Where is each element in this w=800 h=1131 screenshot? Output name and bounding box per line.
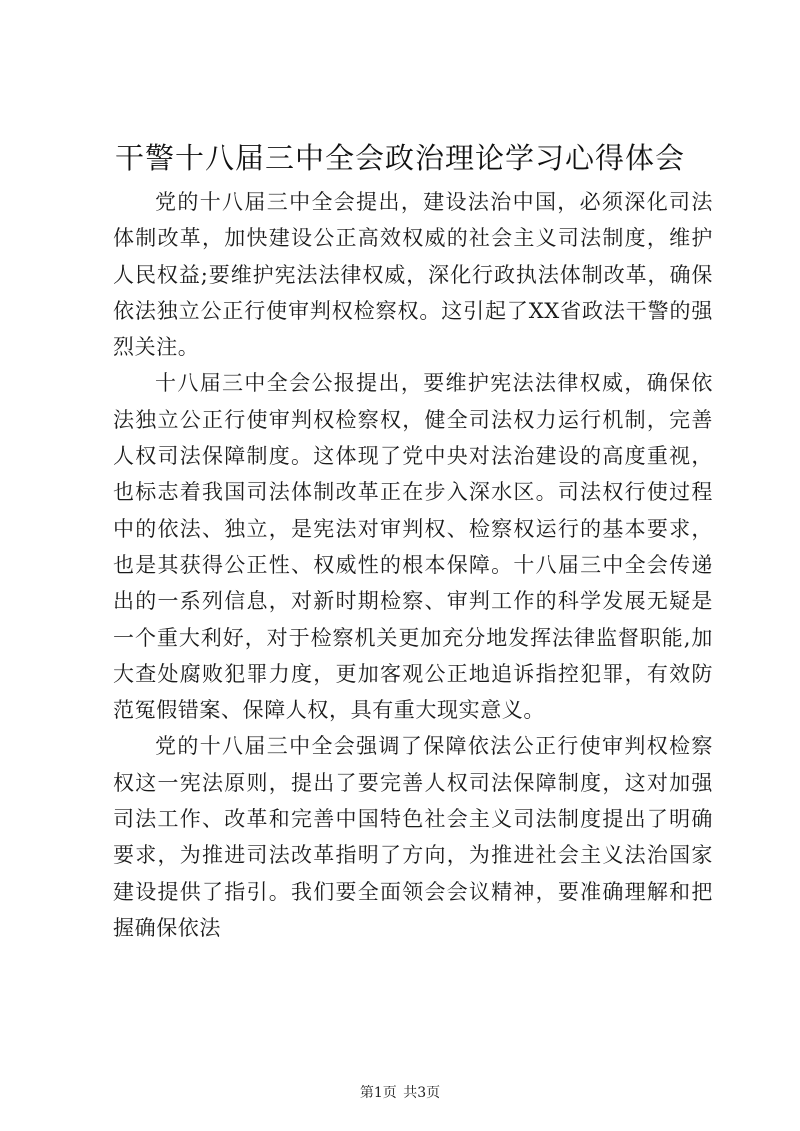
paragraph-1: 党的十八届三中全会提出，建设法治中国，必须深化司法体制改革，加快建设公正高效权威的社会主义司法制度，维护人民权益;要维护宪法法律权威，深化行政执法体制改革，确保依法独立公正行使审判权检察权。这引起了XX省政法干警的强烈关注。 xyxy=(113,190,713,360)
page-number-footer: 第1页 共3页 xyxy=(359,1085,441,1101)
document-title: 干警十八届三中全会政治理论学习心得体会 xyxy=(114,141,685,175)
document-body xyxy=(113,184,713,946)
paragraph-2: 十八届三中全会公报提出，要维护宪法法律权威，确保依法独立公正行使审判权检察权，健全司法权力运行机制，完善人权司法保障制度。这体现了党中央对法治建设的高度重视，也标志着我国司法体制改革正在步入深水区。司法权行使过程中的依法、独立，是宪法对审判权、检察权运行的基本要求，也是其获得公正性、权威性的根本保障。十八届三中全会传递出的一系列信息，对新时期检察、审判工作的科学发展无疑是一个重大利好，对于检察机关更加充分地发挥法律监督职能,加大查处腐败犯罪力度，更加客观公正地追诉指控犯罪，有效防范冤假错案、保障人权，具有重大现实意义。 xyxy=(113,371,713,723)
paragraph-3: 党的十八届三中全会强调了保障依法公正行使审判权检察权这一宪法原则，提出了要完善人权司法保障制度，这对加强司法工作、改革和完善中国特色社会主义司法制度提出了明确要求，为推进司法改革指明了方向，为推进社会主义法治国家建设提供了指引。我们要全面领会会议精神，要准确理解和把握确保依法 xyxy=(113,734,713,940)
